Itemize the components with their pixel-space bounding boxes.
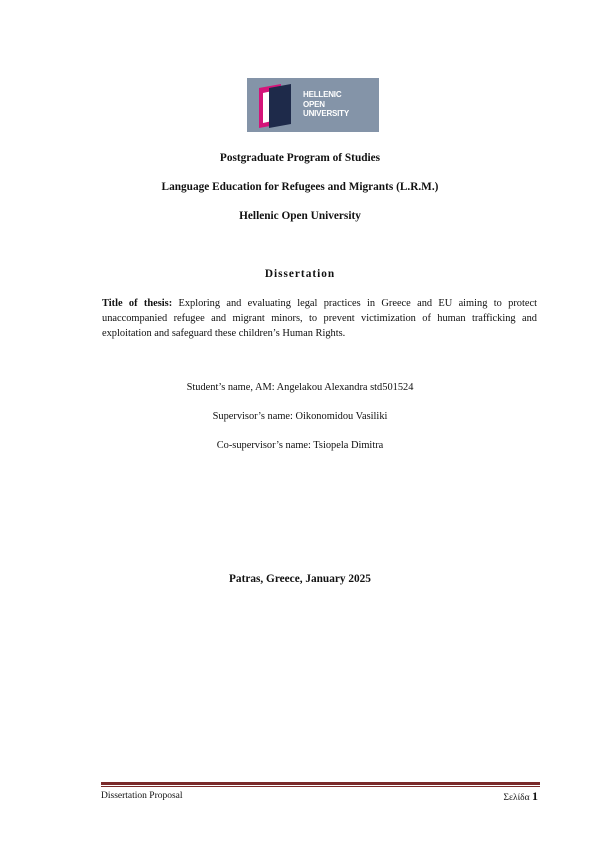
page-word: Σελίδα xyxy=(503,793,530,803)
page-number: 1 xyxy=(532,789,538,803)
university-name: Hellenic Open University xyxy=(239,210,361,222)
dissertation-heading: Dissertation xyxy=(264,268,336,280)
student-info: Student’s name, AM: Angelakou Alexandra std501524 xyxy=(186,382,414,393)
page-indicator xyxy=(503,789,538,804)
logo-line-1: HELLENIC xyxy=(303,90,342,99)
logo-wordmark xyxy=(303,90,349,119)
place-date: Patras, Greece, January 2025 xyxy=(229,573,371,585)
program-title: Postgraduate Program of Studies xyxy=(219,152,381,164)
thesis-title-block xyxy=(102,296,537,341)
thesis-label: Title of thesis: xyxy=(102,298,173,309)
course-title: Language Education for Refugees and Migrants (L.R.M.) xyxy=(161,181,439,193)
supervisor-info: Supervisor’s name: Oikonomidou Vasiliki xyxy=(212,411,388,422)
footer-divider xyxy=(101,782,540,785)
footer-label: Dissertation Proposal xyxy=(101,791,183,801)
footer-divider-thin xyxy=(101,786,540,787)
logo-line-2: OPEN xyxy=(303,99,325,109)
logo-line-3: UNIVERSITY xyxy=(303,109,350,118)
thesis-text: Exploring and evaluating legal practices in Greece and EU aiming to protect unaccompanied refugee and migrant minors, to prevent victimization of human trafficking and exploitation and safeguard these children’s Human Rights. xyxy=(102,298,537,339)
university-logo xyxy=(247,78,379,132)
cosupervisor-info: Co-supervisor’s name: Tsiopela Dimitra xyxy=(216,440,384,451)
logo-emblem-icon xyxy=(259,84,299,128)
